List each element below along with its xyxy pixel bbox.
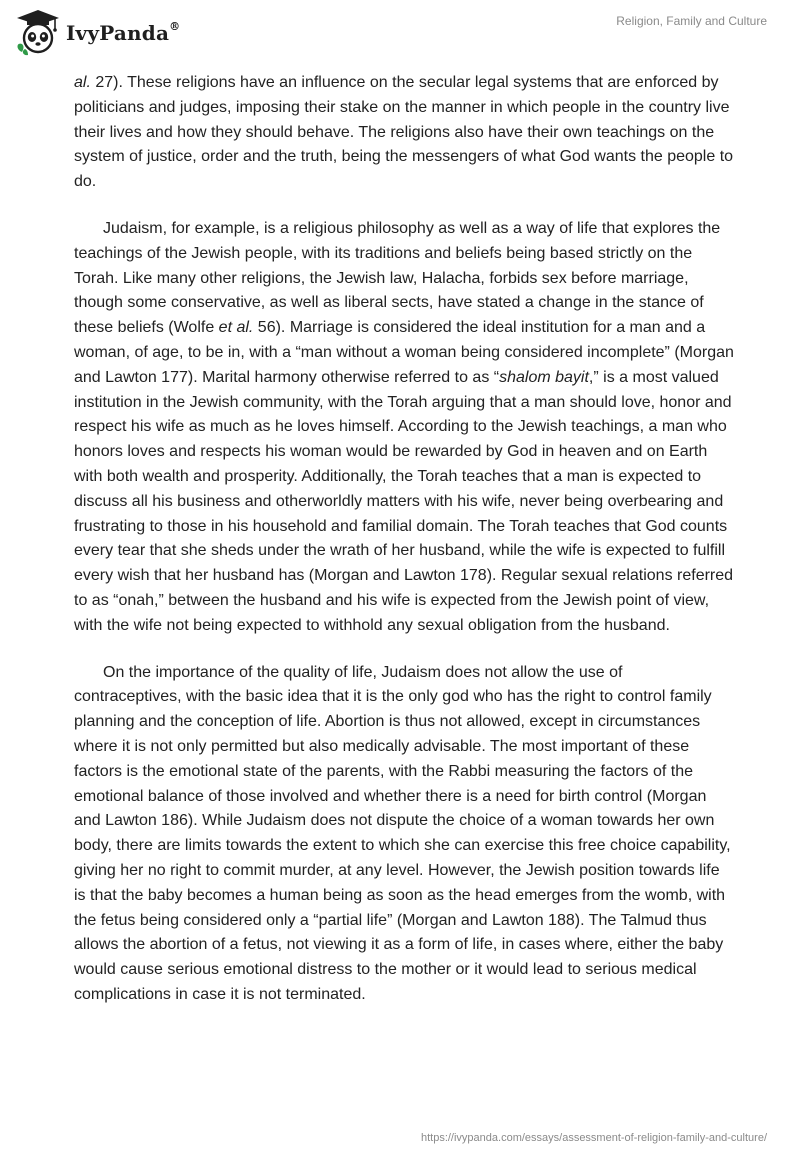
essay-body bbox=[74, 71, 734, 1030]
italic-text: et al. bbox=[218, 319, 254, 337]
brand-name-text: IvyPanda bbox=[66, 21, 170, 45]
paragraph bbox=[74, 71, 734, 195]
ivypanda-logo[interactable] bbox=[14, 8, 180, 56]
source-url[interactable]: https://ivypanda.com/essays/assessment-of-religion-family-and-culture/ bbox=[420, 1132, 767, 1144]
paragraph bbox=[74, 217, 734, 639]
essay-title: Religion, Family and Culture bbox=[616, 14, 767, 28]
italic-text: al. bbox=[74, 74, 91, 91]
brand-name bbox=[66, 21, 180, 45]
italic-text: shalom bayit bbox=[499, 368, 589, 386]
paragraph-text: 27). These religions have an influence on the secular legal systems that are enforced by politicians and judges, imposing their stake on the manner in which people in the country live their lives and how they should behave. The religions also have their own teachings on the system of justice, order and the truth, being the messengers of what God wants the people to do. bbox=[74, 74, 734, 191]
paragraph-text: On the importance of the quality of life, Judaism does not allow the use of contraceptives, with the basic idea that it is the only god who has the right to control family planning and the conception of life. Abortion is thus not allowed, except in circumstances where it is not only permitted but also medically advisable. The most important of these factors is the emotional state of the parents, with the Rabbi measuring the factors of the emotional balance of those involved and whether there is a need for birth control (Morgan and Lawton 186). While Judaism does not dispute the choice of a woman towards her own body, there are limits towards the extent to which she can exercise this free choice capability, giving her no right to commit murder, at any level. However, the Jewish position towards life is that the baby becomes a human being as soon as the head emerges from the womb, with the fetus being considered only a “partial life” (Morgan and Lawton 188). The Talmud thus allows the abortion of a fetus, not viewing it as a form of life, in cases where, either the baby would cause serious emotional distress to the mother or it would lead to serious medical complications in case it is not terminated. bbox=[74, 663, 731, 1003]
paragraph-list bbox=[74, 71, 734, 1008]
paragraph-text: Judaism, for example, is a religious philosophy as well as a way of life that explores the teachings of the Jewish people, with its traditions and beliefs being based strictly on the Torah. Like many other religions, the Jewish law, Halacha, forbids sex before marriage, though some conservative, as well as liberal sects, have stated a change in the stance of these beliefs (Wolfe bbox=[74, 219, 721, 337]
page-header bbox=[0, 0, 800, 64]
paragraph-text: 56). Marriage is considered the ideal institution for a man and a woman, of age, to be in, with a “man without a woman being considered incomplete” (Morgan and Lawton 177). Marital harmony otherwise referred to as “ bbox=[74, 319, 734, 386]
paragraph-text: ,” is a most valued institution in the Jewish community, with the Torah arguing that a man should love, honor and respect his wife as much as he loves himself. According to the Jewish teachings, a man who honors loves and respects his woman would be rewarded by God in heaven and on Earth with both wealth and prosperity. Additionally, the Torah teaches that a man is expected to discuss all his business and otherworldly matters with his wife, never being overbearing and frustrating to those in his household and familial domain. The Torah teaches that God counts every tear that she sheds under the wrath of her husband, while the wife is expected to fulfill every wish that her husband has (Morgan and Lawton 178). Regular sexual relations referred to as “onah,” between the husband and his wife is expected from the Jewish point of view, with the wife not being expected to withhold any sexual obligation from the husband. bbox=[74, 368, 734, 634]
registered-mark: ® bbox=[169, 20, 181, 34]
panda-graduation-cap-icon bbox=[14, 8, 62, 56]
paragraph bbox=[74, 661, 734, 1008]
